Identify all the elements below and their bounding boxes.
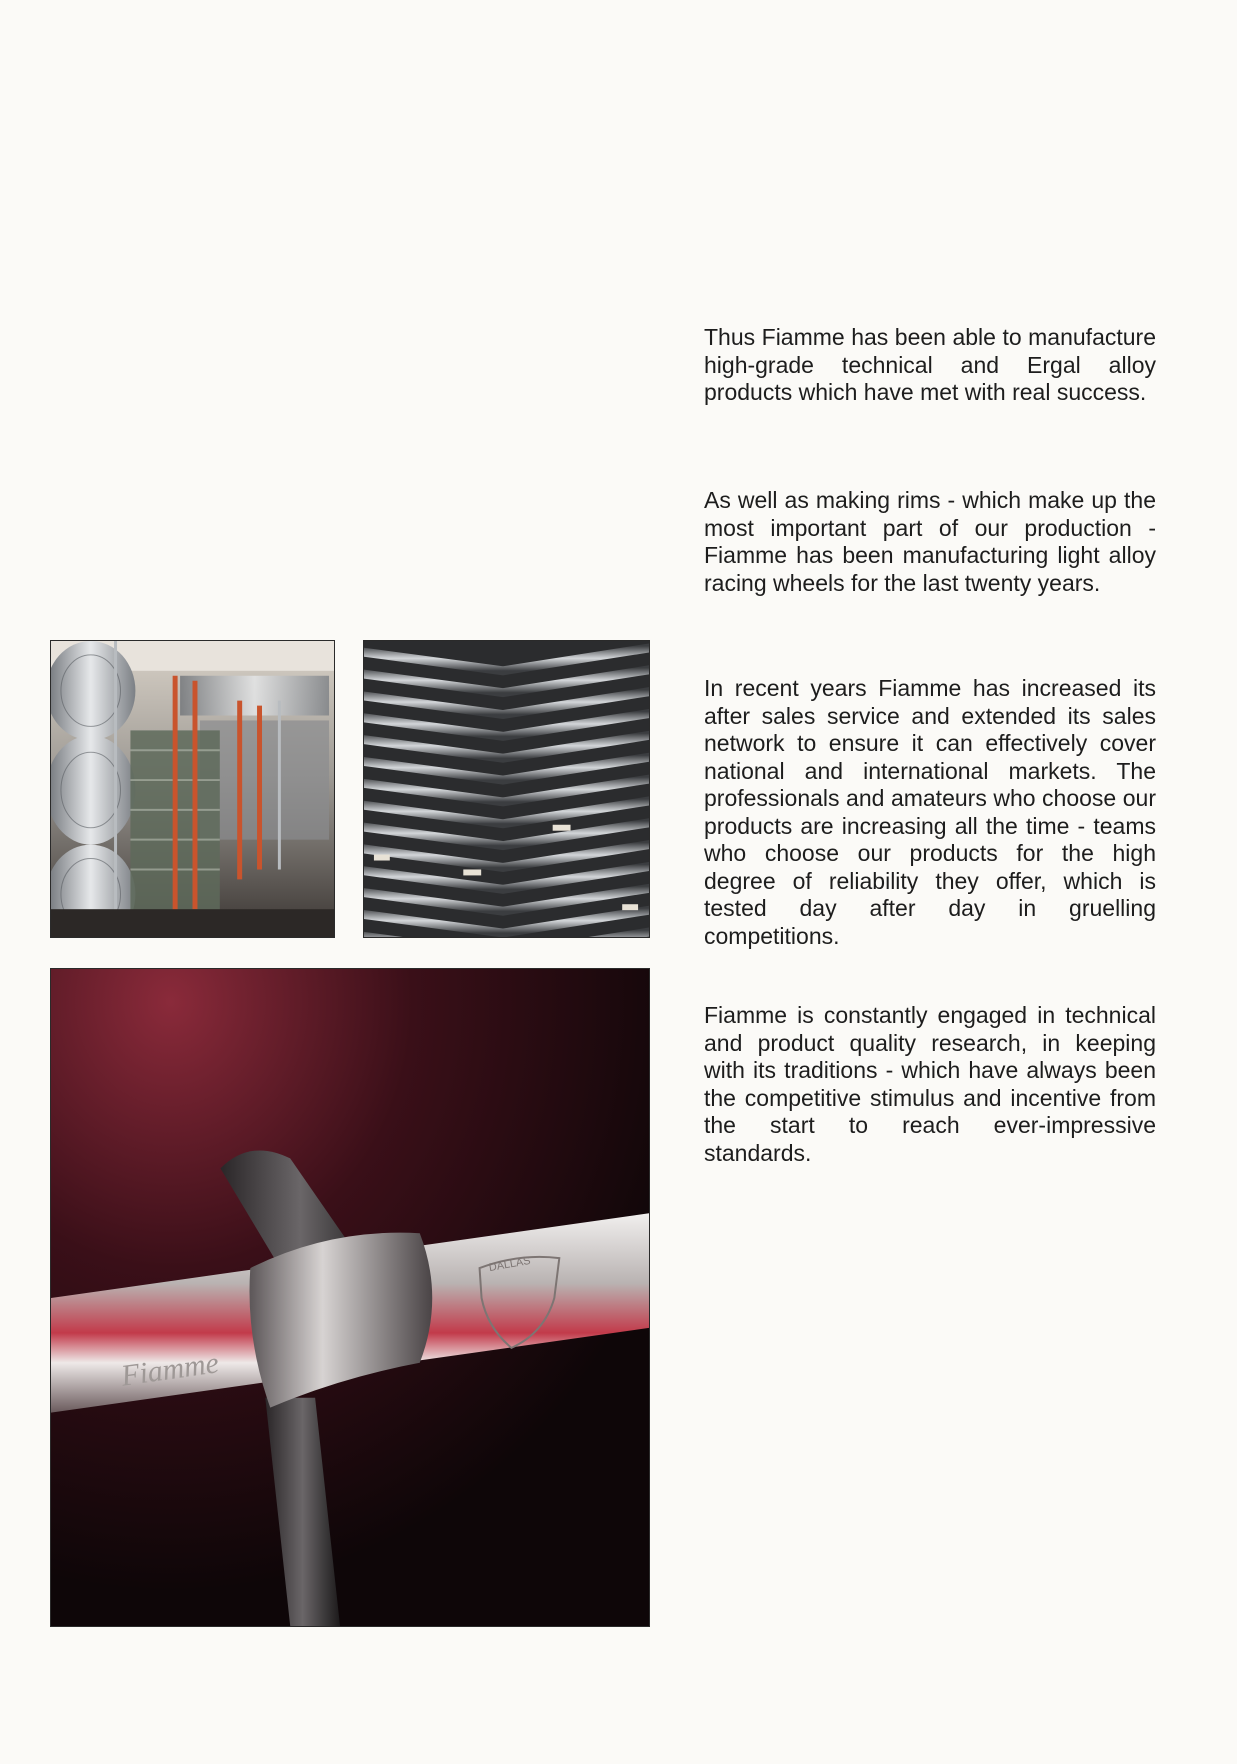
paragraph-1 [704,324,1156,407]
paragraph-4 [704,1002,1156,1167]
handlebar-brand: Fiamme [119,1346,221,1393]
paragraph-2-text: As well as making rims - which make up the most important part of our production - Fiamme has been manufacturing light alloy racing wheels for the last twenty years. [704,487,1156,596]
paragraph-3 [704,675,1156,950]
warehouse-photo [50,640,335,938]
paragraph-3-text: In recent years Fiamme has increased its after sales service and extended its sales network to ensure it can effectively cover national and international markets. The professionals and amateurs who choose our products are increasing all the time - teams who choose our products for the high degree of reliability they offer, which is tested day after day in gruelling competitions. [704,675,1156,949]
paragraph-4-text: Fiamme is constantly engaged in technical and product quality research, in keeping with its traditions - which have always been the competitive stimulus and incentive from the start to reach ever-impressive standards. [704,1002,1156,1166]
paragraph-2 [704,487,1156,597]
paragraph-1-text: Thus Fiamme has been able to manufacture high-grade technical and Ergal alloy products which have met with real success. [704,324,1156,405]
rims-closeup-photo [363,640,650,938]
handlebar-photo [50,968,650,1627]
badge-text: DALLAS [487,1254,532,1275]
